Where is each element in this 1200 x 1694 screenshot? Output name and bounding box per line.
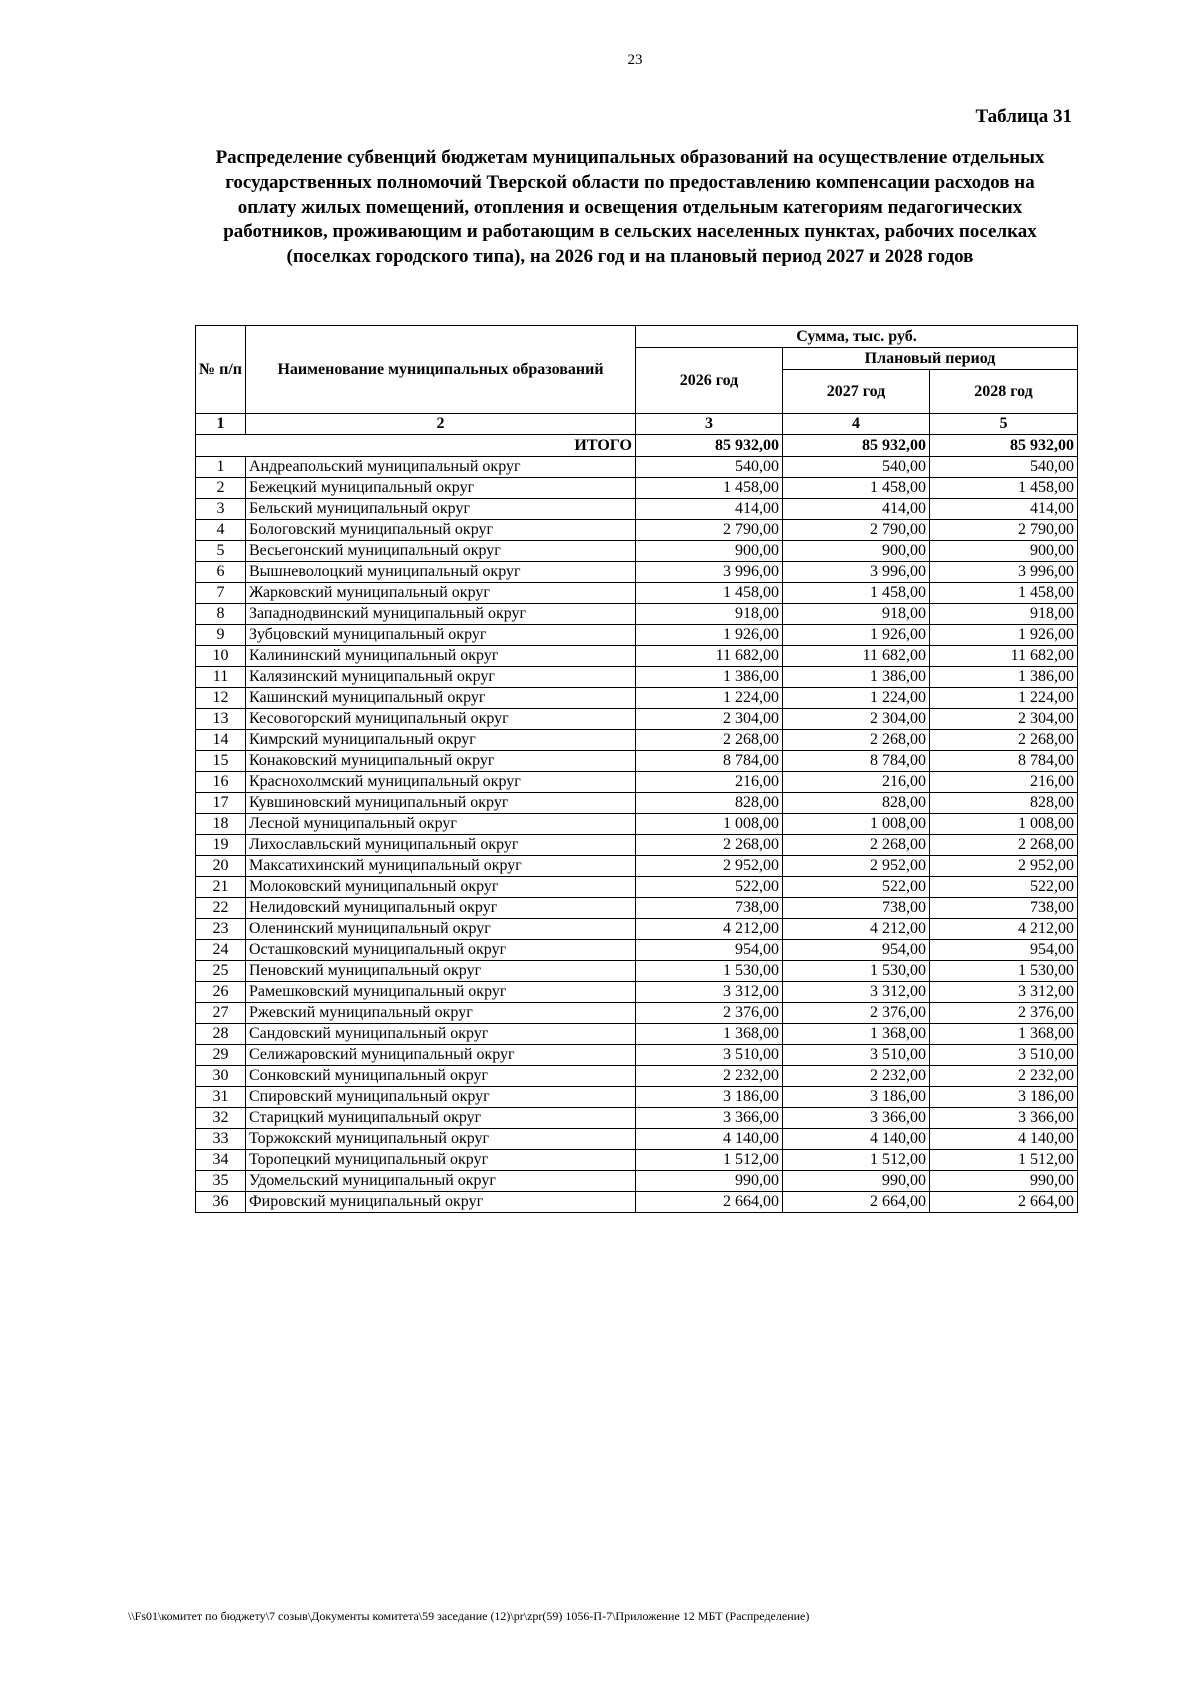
col-number: 1: [196, 414, 246, 435]
amount-2026: 2 790,00: [636, 520, 783, 541]
amount-2028: 3 312,00: [930, 982, 1078, 1003]
total-label: ИТОГО: [196, 435, 636, 457]
table-row: [196, 1087, 1078, 1108]
table-row: [196, 667, 1078, 688]
amount-2026: 2 232,00: [636, 1066, 783, 1087]
amount-2026: 1 368,00: [636, 1024, 783, 1045]
table-row: [196, 688, 1078, 709]
row-number: 1: [196, 457, 246, 478]
amount-2026: 3 312,00: [636, 982, 783, 1003]
table-row: [196, 478, 1078, 499]
amount-2026: 8 784,00: [636, 751, 783, 772]
amount-2027: 522,00: [783, 877, 930, 898]
table-row: [196, 835, 1078, 856]
amount-2028: 2 304,00: [930, 709, 1078, 730]
amount-2026: 3 996,00: [636, 562, 783, 583]
municipality-name: Рамешковский муниципальный округ: [246, 982, 636, 1003]
amount-2028: 1 008,00: [930, 814, 1078, 835]
header-no: № п/п: [196, 326, 246, 414]
row-number: 22: [196, 898, 246, 919]
amount-2028: 990,00: [930, 1171, 1078, 1192]
municipality-name: Бельский муниципальный округ: [246, 499, 636, 520]
table-row: [196, 1066, 1078, 1087]
amount-2027: 738,00: [783, 898, 930, 919]
row-number: 8: [196, 604, 246, 625]
municipality-name: Конаковский муниципальный округ: [246, 751, 636, 772]
amount-2028: 738,00: [930, 898, 1078, 919]
amount-2026: 1 458,00: [636, 478, 783, 499]
col-number: 4: [783, 414, 930, 435]
municipality-name: Пеновский муниципальный округ: [246, 961, 636, 982]
amount-2027: 1 512,00: [783, 1150, 930, 1171]
municipality-name: Оленинский муниципальный округ: [246, 919, 636, 940]
row-number: 31: [196, 1087, 246, 1108]
table-row: [196, 940, 1078, 961]
table-row: [196, 1045, 1078, 1066]
table-row: [196, 1003, 1078, 1024]
row-number: 18: [196, 814, 246, 835]
row-number: 23: [196, 919, 246, 940]
municipality-name: Максатихинский муниципальный округ: [246, 856, 636, 877]
amount-2027: 4 212,00: [783, 919, 930, 940]
total-row: [196, 435, 1078, 457]
amount-2028: 3 366,00: [930, 1108, 1078, 1129]
amount-2028: 2 268,00: [930, 835, 1078, 856]
total-2027: 85 932,00: [783, 435, 930, 457]
row-number: 33: [196, 1129, 246, 1150]
row-number: 28: [196, 1024, 246, 1045]
amount-2028: 3 996,00: [930, 562, 1078, 583]
row-number: 5: [196, 541, 246, 562]
table-row: [196, 1129, 1078, 1150]
row-number: 36: [196, 1192, 246, 1213]
table-row: [196, 1024, 1078, 1045]
amount-2026: 2 952,00: [636, 856, 783, 877]
amount-2026: 2 376,00: [636, 1003, 783, 1024]
row-number: 16: [196, 772, 246, 793]
row-number: 25: [196, 961, 246, 982]
table-row: [196, 982, 1078, 1003]
amount-2026: 3 366,00: [636, 1108, 783, 1129]
row-number: 7: [196, 583, 246, 604]
municipality-name: Лесной муниципальный округ: [246, 814, 636, 835]
municipality-name: Лихославльский муниципальный округ: [246, 835, 636, 856]
total-2026: 85 932,00: [636, 435, 783, 457]
table-row: [196, 709, 1078, 730]
amount-2028: 1 512,00: [930, 1150, 1078, 1171]
amount-2026: 11 682,00: [636, 646, 783, 667]
amount-2027: 900,00: [783, 541, 930, 562]
amount-2027: 1 224,00: [783, 688, 930, 709]
amount-2027: 540,00: [783, 457, 930, 478]
municipality-name: Краснохолмский муниципальный округ: [246, 772, 636, 793]
amount-2028: 216,00: [930, 772, 1078, 793]
row-number: 4: [196, 520, 246, 541]
amount-2027: 3 312,00: [783, 982, 930, 1003]
municipality-name: Бологовский муниципальный округ: [246, 520, 636, 541]
row-number: 17: [196, 793, 246, 814]
row-number: 13: [196, 709, 246, 730]
municipality-name: Западнодвинский муниципальный округ: [246, 604, 636, 625]
amount-2027: 1 368,00: [783, 1024, 930, 1045]
total-2028: 85 932,00: [930, 435, 1078, 457]
amount-2028: 540,00: [930, 457, 1078, 478]
amount-2026: 2 268,00: [636, 835, 783, 856]
table-row: [196, 919, 1078, 940]
table-row: [196, 814, 1078, 835]
amount-2027: 3 366,00: [783, 1108, 930, 1129]
header-sum: Сумма, тыс. руб.: [636, 326, 1078, 348]
amount-2028: 1 926,00: [930, 625, 1078, 646]
amount-2027: 990,00: [783, 1171, 930, 1192]
amount-2026: 2 664,00: [636, 1192, 783, 1213]
amount-2027: 2 304,00: [783, 709, 930, 730]
amount-2027: 2 268,00: [783, 730, 930, 751]
municipality-name: Удомельский муниципальный округ: [246, 1171, 636, 1192]
amount-2026: 990,00: [636, 1171, 783, 1192]
amount-2028: 1 458,00: [930, 478, 1078, 499]
amount-2028: 522,00: [930, 877, 1078, 898]
table-row: [196, 1108, 1078, 1129]
amount-2028: 1 368,00: [930, 1024, 1078, 1045]
amount-2026: 1 512,00: [636, 1150, 783, 1171]
amount-2028: 4 140,00: [930, 1129, 1078, 1150]
row-number: 12: [196, 688, 246, 709]
amount-2026: 3 186,00: [636, 1087, 783, 1108]
row-number: 3: [196, 499, 246, 520]
amount-2027: 2 664,00: [783, 1192, 930, 1213]
municipality-name: Весьегонский муниципальный округ: [246, 541, 636, 562]
municipality-name: Кесовогорский муниципальный округ: [246, 709, 636, 730]
amount-2028: 900,00: [930, 541, 1078, 562]
municipality-name: Фировский муниципальный округ: [246, 1192, 636, 1213]
amount-2027: 918,00: [783, 604, 930, 625]
amount-2026: 414,00: [636, 499, 783, 520]
row-number: 10: [196, 646, 246, 667]
amount-2027: 8 784,00: [783, 751, 930, 772]
row-number: 26: [196, 982, 246, 1003]
row-number: 24: [196, 940, 246, 961]
amount-2027: 1 458,00: [783, 583, 930, 604]
table-row: [196, 961, 1078, 982]
amount-2026: 4 212,00: [636, 919, 783, 940]
col-number: 5: [930, 414, 1078, 435]
amount-2028: 2 232,00: [930, 1066, 1078, 1087]
row-number: 29: [196, 1045, 246, 1066]
municipality-name: Зубцовский муниципальный округ: [246, 625, 636, 646]
municipality-name: Нелидовский муниципальный округ: [246, 898, 636, 919]
table-label: Таблица 31: [975, 106, 1072, 127]
header-name: Наименование муниципальных образований: [246, 326, 636, 414]
table-row: [196, 877, 1078, 898]
amount-2026: 900,00: [636, 541, 783, 562]
amount-2026: 2 268,00: [636, 730, 783, 751]
amount-2026: 540,00: [636, 457, 783, 478]
amount-2028: 2 790,00: [930, 520, 1078, 541]
amount-2027: 216,00: [783, 772, 930, 793]
table-row: [196, 772, 1078, 793]
table-row: [196, 499, 1078, 520]
amount-2026: 1 008,00: [636, 814, 783, 835]
amount-2027: 2 268,00: [783, 835, 930, 856]
table-row: [196, 520, 1078, 541]
amount-2028: 2 268,00: [930, 730, 1078, 751]
amount-2028: 828,00: [930, 793, 1078, 814]
row-number: 32: [196, 1108, 246, 1129]
table-row: [196, 898, 1078, 919]
row-number: 14: [196, 730, 246, 751]
amount-2028: 3 510,00: [930, 1045, 1078, 1066]
header-2026: 2026 год: [636, 348, 783, 414]
amount-2028: 954,00: [930, 940, 1078, 961]
document-title: Распределение субвенций бюджетам муниципальных образований на осуществление отдельных государственных полномочий Тверской области по предоставлению компенсации расходов на оплату жилых помещений, отопления и освещения отдельным категориям педагогических работников, проживающим и работающим в сельских населенных пунктах, рабочих поселках (поселках городского типа), на 2026 год и на плановый период 2027 и 2028 годов: [215, 147, 1045, 268]
amount-2026: 738,00: [636, 898, 783, 919]
municipality-name: Торопецкий муниципальный округ: [246, 1150, 636, 1171]
amount-2026: 216,00: [636, 772, 783, 793]
row-number: 2: [196, 478, 246, 499]
amount-2026: 918,00: [636, 604, 783, 625]
municipality-name: Сандовский муниципальный округ: [246, 1024, 636, 1045]
amount-2028: 3 186,00: [930, 1087, 1078, 1108]
amount-2026: 954,00: [636, 940, 783, 961]
subsidy-table: [195, 325, 1078, 1213]
header-planned: Плановый период: [783, 348, 1078, 370]
table-row: [196, 604, 1078, 625]
row-number: 21: [196, 877, 246, 898]
table-row: [196, 457, 1078, 478]
table-row: [196, 541, 1078, 562]
amount-2027: 1 008,00: [783, 814, 930, 835]
row-number: 6: [196, 562, 246, 583]
municipality-name: Вышневолоцкий муниципальный округ: [246, 562, 636, 583]
amount-2026: 2 304,00: [636, 709, 783, 730]
municipality-name: Ржевский муниципальный округ: [246, 1003, 636, 1024]
table-row: [196, 1171, 1078, 1192]
amount-2027: 3 996,00: [783, 562, 930, 583]
amount-2026: 1 224,00: [636, 688, 783, 709]
amount-2028: 11 682,00: [930, 646, 1078, 667]
row-number: 30: [196, 1066, 246, 1087]
table-row: [196, 625, 1078, 646]
municipality-name: Спировский муниципальный округ: [246, 1087, 636, 1108]
municipality-name: Сонковский муниципальный округ: [246, 1066, 636, 1087]
header-2028: 2028 год: [930, 370, 1078, 414]
amount-2027: 2 376,00: [783, 1003, 930, 1024]
municipality-name: Калининский муниципальный округ: [246, 646, 636, 667]
col-number: 2: [246, 414, 636, 435]
row-number: 9: [196, 625, 246, 646]
amount-2028: 918,00: [930, 604, 1078, 625]
amount-2027: 954,00: [783, 940, 930, 961]
amount-2026: 522,00: [636, 877, 783, 898]
amount-2026: 4 140,00: [636, 1129, 783, 1150]
table-row: [196, 1192, 1078, 1213]
amount-2026: 1 386,00: [636, 667, 783, 688]
amount-2027: 2 232,00: [783, 1066, 930, 1087]
amount-2027: 1 458,00: [783, 478, 930, 499]
municipality-name: Селижаровский муниципальный округ: [246, 1045, 636, 1066]
row-number: 20: [196, 856, 246, 877]
amount-2028: 2 952,00: [930, 856, 1078, 877]
table-row: [196, 856, 1078, 877]
municipality-name: Кашинский муниципальный округ: [246, 688, 636, 709]
amount-2027: 11 682,00: [783, 646, 930, 667]
row-number: 19: [196, 835, 246, 856]
page-number: 23: [627, 52, 643, 68]
footer-file-path: \\Fs01\комитет по бюджету\7 созыв\Документы комитета\59 заседание (12)\pr\zpr(59) 1056-П-7\Приложение 12 МБТ (Распределение): [128, 1609, 810, 1623]
row-number: 15: [196, 751, 246, 772]
municipality-name: Андреапольский муниципальный округ: [246, 457, 636, 478]
municipality-name: Осташковский муниципальный округ: [246, 940, 636, 961]
amount-2027: 414,00: [783, 499, 930, 520]
table-row: [196, 646, 1078, 667]
amount-2026: 1 926,00: [636, 625, 783, 646]
row-number: 34: [196, 1150, 246, 1171]
municipality-name: Старицкий муниципальный округ: [246, 1108, 636, 1129]
col-number: 3: [636, 414, 783, 435]
table-row: [196, 751, 1078, 772]
municipality-name: Кувшиновский муниципальный округ: [246, 793, 636, 814]
amount-2028: 8 784,00: [930, 751, 1078, 772]
amount-2027: 2 790,00: [783, 520, 930, 541]
amount-2027: 3 186,00: [783, 1087, 930, 1108]
amount-2026: 1 458,00: [636, 583, 783, 604]
table-row: [196, 793, 1078, 814]
amount-2028: 1 530,00: [930, 961, 1078, 982]
table-row: [196, 730, 1078, 751]
amount-2027: 4 140,00: [783, 1129, 930, 1150]
amount-2027: 828,00: [783, 793, 930, 814]
amount-2027: 1 386,00: [783, 667, 930, 688]
amount-2028: 2 664,00: [930, 1192, 1078, 1213]
amount-2026: 3 510,00: [636, 1045, 783, 1066]
municipality-name: Жарковский муниципальный округ: [246, 583, 636, 604]
table-row: [196, 562, 1078, 583]
municipality-name: Калязинский муниципальный округ: [246, 667, 636, 688]
amount-2027: 2 952,00: [783, 856, 930, 877]
amount-2028: 414,00: [930, 499, 1078, 520]
amount-2027: 1 926,00: [783, 625, 930, 646]
municipality-name: Кимрский муниципальный округ: [246, 730, 636, 751]
table-row: [196, 583, 1078, 604]
row-number: 35: [196, 1171, 246, 1192]
municipality-name: Молоковский муниципальный округ: [246, 877, 636, 898]
amount-2027: 1 530,00: [783, 961, 930, 982]
amount-2027: 3 510,00: [783, 1045, 930, 1066]
municipality-name: Торжокский муниципальный округ: [246, 1129, 636, 1150]
amount-2026: 828,00: [636, 793, 783, 814]
table-row: [196, 1150, 1078, 1171]
amount-2028: 1 224,00: [930, 688, 1078, 709]
row-number: 11: [196, 667, 246, 688]
municipality-name: Бежецкий муниципальный округ: [246, 478, 636, 499]
amount-2028: 1 458,00: [930, 583, 1078, 604]
amount-2028: 2 376,00: [930, 1003, 1078, 1024]
amount-2026: 1 530,00: [636, 961, 783, 982]
header-2027: 2027 год: [783, 370, 930, 414]
amount-2028: 1 386,00: [930, 667, 1078, 688]
row-number: 27: [196, 1003, 246, 1024]
amount-2028: 4 212,00: [930, 919, 1078, 940]
